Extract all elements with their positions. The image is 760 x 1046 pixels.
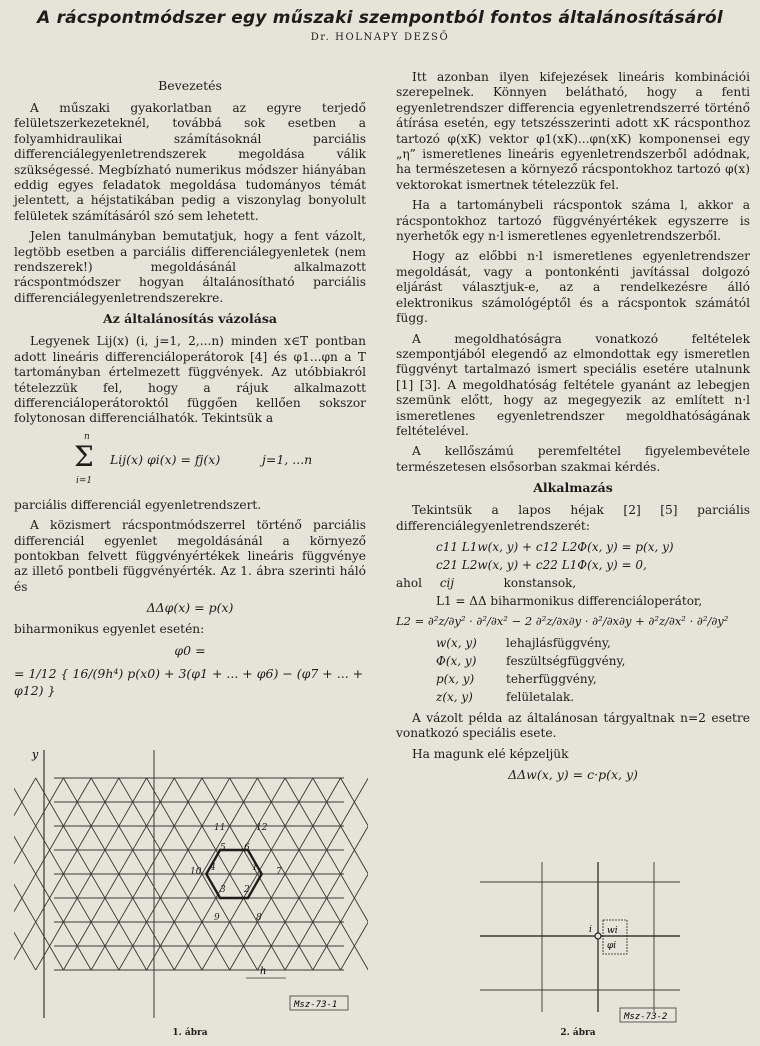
symbol-definition-row [396, 689, 750, 705]
grid-diagonal-line [341, 778, 368, 970]
cij-definition: konstansok, [503, 575, 577, 590]
paragraph: parciális differenciál egyenletrendszert. [14, 497, 262, 512]
symbol-definition-row [396, 671, 750, 687]
paragraph: A megoldhatóságra vonatkozó feltételek szempontjából elegendő az elmondottak egy ismeretlen függvényt tartalmazó ismert speciális esetére utalnunk [1] [3]. A megoldhatóság feltétele gyanánt az lebegjen szemünk előtt, hogy az megegyezik az említett n·l ismeretlenes egyenletrendszer megoldhatóságának feltételével. [396, 331, 750, 438]
biharmonic-equation: ΔΔφ(x) = p(x) [146, 600, 234, 616]
definition-symbol: z(x, y) [436, 689, 473, 704]
grid-node-label: 2 [244, 885, 250, 895]
right-column [396, 70, 750, 789]
figure-1-triangular-grid [14, 742, 368, 1024]
grid-node-label: 12 [256, 823, 268, 833]
sum-lower-limit: i=1 [76, 475, 93, 486]
author-line: Dr. HOLNAPY DEZSŐ [310, 32, 450, 43]
grid-diagonal-line [341, 778, 368, 970]
grid-node-label: 4 [210, 863, 216, 873]
definition-text: feszültségfüggvény, [506, 653, 626, 668]
figure-1-tag: Msz-73-1 [294, 1000, 338, 1010]
paragraph: Ha magunk elé képzeljük [412, 746, 569, 761]
phi0-equation: φ0 = [174, 642, 206, 658]
last-equation: ΔΔw(x, y) = c·p(x, y) [508, 767, 638, 783]
grid-node-label: 3 [220, 885, 226, 895]
definition-symbol: p(x, y) [436, 671, 475, 686]
L1-definition: L1 = ΔΔ biharmonikus differenciáloperátor, [436, 593, 703, 608]
sum-equation [14, 432, 366, 492]
heading-outline: Az általánosítás vázolása [103, 311, 277, 327]
L2-definition: L2 = ∂²z/∂y² · ∂²/∂x² − 2 ∂²z/∂x∂y · ∂²/∂x∂y + ∂²z/∂x² · ∂²/∂y² [396, 613, 729, 628]
where-label: ahol [396, 575, 422, 590]
h-spacing-label: h [260, 966, 267, 977]
paragraph: Jelen tanulmányban bemutatjuk, hogy a fent vázolt, legtöbb esetben a parciális differenciálegyenletek (nem rendszerek!) megoldásánál alkalmazott rácspontmódszer hogyan általánosítható parciális differenciálegyenletrendszerekre. [14, 229, 366, 305]
symbol-definitions [396, 635, 750, 705]
heading-application: Alkalmazás [533, 480, 613, 496]
grid-node-label: 1 [252, 863, 258, 873]
grid-node-label: 6 [244, 843, 250, 853]
cij-symbol: cij [439, 575, 455, 590]
grid-node-label: 10 [190, 867, 202, 877]
w-i-label: wi [607, 926, 618, 936]
figure-2-caption: 2. ábra [560, 1028, 596, 1038]
phi0-expansion: = 1/12 { 16/(9h⁴) p(x0) + 3(φ1 + ... + φ6) − (φ7 + ... + φ12) } [14, 665, 364, 698]
definition-text: teherfüggvény, [506, 671, 597, 686]
grid-node-i [595, 933, 601, 939]
grid-node-label: 8 [256, 913, 262, 923]
definition-symbol: Φ(x, y) [436, 653, 477, 668]
grid-node-label: 5 [220, 843, 226, 853]
paragraph: A vázolt példa az általánosan tárgyaltnak n=2 esetre vonatkozó speciális esete. [396, 710, 750, 741]
paragraph: A közismert rácspontmódszerrel történő parciális differenciál egyenlet megoldásánál a környező pontokban felvett függvényértékek lineáris függvénye az illető pontbeli függvényérték. Az 1. ábra szerinti háló és [14, 518, 366, 594]
grid-node-label: 7 [276, 867, 282, 877]
paragraph: Hogy az előbbi n·l ismeretlenes egyenletrendszer megoldását, vagy a pontonkénti javítással dolgozó eljárást választjuk-e, az a rendelkezésre álló elektronikus számológéptől és a rácspontok számától függ. [396, 249, 750, 326]
sum-upper-limit: n [84, 431, 90, 442]
paragraph: A kellőszámú peremfeltétel figyelembevétele természetesen elsősorban szakmai kérdés. [396, 444, 750, 474]
grid-node-label: 11 [214, 823, 226, 833]
paragraph: Legyenek Lij(x) (i, j=1, 2,...n) minden x∈T pontban adott lineáris differenciáloperátorok [4] és φ1...φn a T tartományban értelmezett függvények. Az utóbbiakról tételezzük fel, hogy a rájuk alkalmazott differenciáloperátoroktól függően kellően sokszor folytonosan differenciálhatók. Tekintsük a [14, 334, 366, 426]
system-equation-1: c11 L1w(x, y) + c12 L2Φ(x, y) = p(x, y) [436, 539, 674, 554]
heading-intro: Bevezetés [158, 78, 222, 93]
y-axis-label: y [32, 748, 39, 761]
definition-text: lehajlásfüggvény, [506, 635, 611, 650]
paragraph: biharmonikus egyenlet esetén: [14, 622, 205, 637]
definition-symbol: w(x, y) [436, 635, 477, 650]
figure-1-caption: 1. ábra [172, 1028, 208, 1038]
symbol-definition-row [396, 653, 750, 669]
sum-body: Lij(x) φi(x) = fj(x) [110, 451, 221, 467]
figure-2-tag: Msz-73-2 [624, 1012, 668, 1022]
paragraph: A műszaki gyakorlatban az egyre terjedő felületszerkezeteknél, továbbá sok esetben a folyamhidraulikai számításoknál parciális differenciálegyenletrendszerek megoldása válik szükségessé. Megbízható numerikus módszer hiányában eddig egyes feladatok megoldása tudományos témát jelentett, a héjstatikában pedig a viszonylag bonyolult felületek számításáról szó sem lehetett. [14, 101, 366, 223]
node-i-label: i [589, 925, 592, 935]
sigma-symbol: Σ [74, 439, 94, 473]
sum-range: j=1, ...n [262, 451, 313, 467]
paragraph: Tekintsük a lapos héjak [2] [5] parciális differenciálegyenletrendszerét: [396, 503, 750, 533]
paper-title: A rácspontmódszer egy műszaki szempontból fontos általánosításáról [37, 8, 723, 28]
grid-node-label: 9 [214, 913, 220, 923]
paragraph: Ha a tartománybeli rácspontok száma l, akkor a rácspontokhoz tartozó függvényértékek egyszerre is nyerhetők egy n·l ismeretlenes egyenletrendszerből. [396, 198, 750, 244]
phi-i-label: φi [607, 941, 617, 951]
left-column [14, 70, 366, 701]
where-row [396, 575, 750, 591]
symbol-definition-row [396, 635, 750, 651]
definition-text: felületalak. [506, 689, 575, 704]
paragraph: Itt azonban ilyen kifejezések lineáris kombinációi szerepelnek. Könnyen belátható, hogy a fenti egyenletrendszer differencia egyenletrendszerré történő átírása esetén, egy tetszésszerinti adott xK rácsponthoz tartozó φ(xK) vektor φ1(xK)...φn(xK) komponensei egy „η” ismeretlenes lineáris egyenletrendszerből adódnak, ha természetesen a környező rácspontokhoz tartozó φ(x) vektorokat ismertnek tételezzük fel. [396, 70, 750, 192]
figure-2-square-grid [470, 856, 690, 1026]
system-equation-2: c21 L2w(x, y) + c22 L1Φ(x, y) = 0, [436, 557, 647, 572]
